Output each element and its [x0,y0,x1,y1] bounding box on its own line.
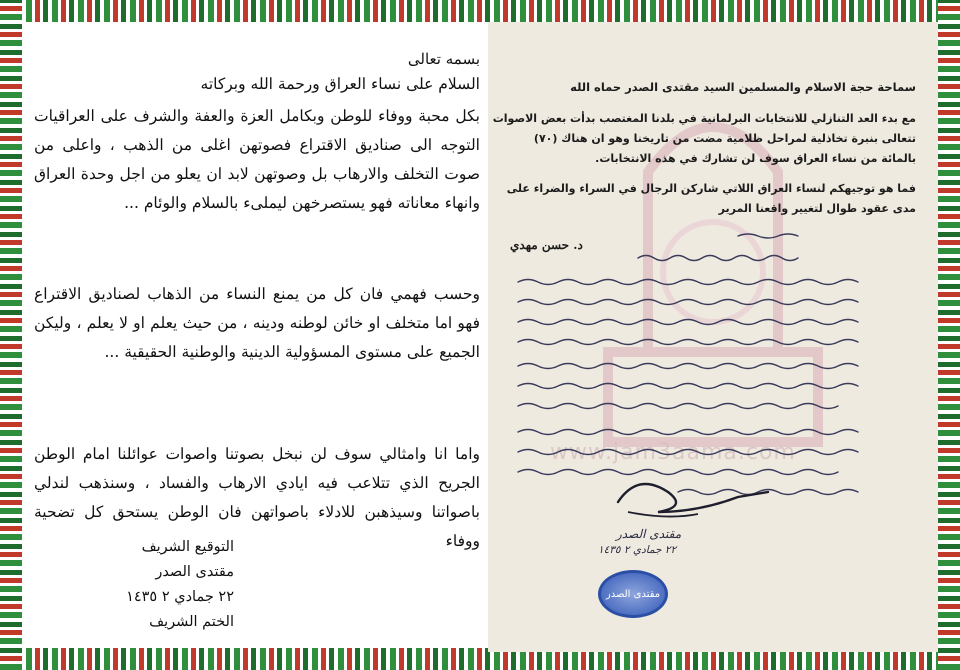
official-stamp [598,570,668,618]
transcript-heading: بسمه تعالى [407,50,480,68]
transcript-paragraph-2: وحسب فهمي فان كل من يمنع النساء من الذهاب لصناديق الاقتراع فهو اما متخلف او خائن لوطنه ودينه ، من حيث يعلم او لا يعلم ، وليكن الجميع على مستوى المسؤولية الدينية والوطنية الحقيقية ... [34,285,480,361]
letter-addressee: سماحة حجة الاسلام والمسلمين السيد مقتدى الصدر حماه الله [570,80,916,94]
transcript-panel [24,40,490,660]
letter-signature-name: مقتدى الصدر [616,527,682,541]
decorative-border-right [938,0,960,670]
signature-block [64,535,234,635]
transcript-paragraph-1: بكل محبة ووفاء للوطن وبكامل العزة والعفة والشرف على العراقيات التوجه الى صناديق الاقتراع فصوتهن اغلى من الذهب ، واعلى من صوت التخلف والارهاب بل وصوتهن لابد ان يعلو من اجل وحدة العراق وانهاء معاناته فهو يستصرخهن ليملىء بالسلام والوئام ... [34,107,480,212]
letter-question-line-4: فما هو توجيهكم لنساء العراق اللاتي شاركن الرجال في السراء والضراء على [506,182,916,195]
letter-question-line-5: مدى عقود طوال لتغيير واقعنا المرير [718,202,916,215]
letter-asker: د. حسن مهدي [510,238,583,252]
letter-question-line-1: مع بدء العد التنازلي للانتخابات البرلمانية في بلدنا المغتصب بدأت بعض الاصوات [492,112,916,125]
letter-signature-date: ٢٢ جمادي ٢ ١٤٣٥ [598,544,677,556]
transcript-paragraph-3: واما انا وامثالي سوف لن نبخل بصوتنا واصوات عوائلنا امام الوطن الجريح الذي تتلاعب فيه ايادي الارهاب والفساد ، وسنذهب لندلي باصواتنا وسيذهبن للادلاء باصواتهن فان الوطن يستحق كل تضحية ووفاء [34,445,480,550]
watermark-text: www.jam3aama.com [550,440,796,465]
letter-question-line-2: تتعالى بنبرة تخاذلية لمراحل ظلامية مضت من تاريخنا وهو ان هناك (٧٠) [533,132,916,145]
scanned-letter [488,22,938,652]
signature-line-2: مقتدى الصدر [155,564,234,580]
transcript-salutation: السلام على نساء العراق ورحمة الله وبركاته [200,75,480,93]
decorative-border-left [0,0,22,670]
letter-question-line-3: بالمائة من نساء العراق سوف لن تشارك في هذه الانتخابات. [595,152,916,165]
signature-line-3: ٢٢ جمادي ٢ ١٤٣٥ [126,589,234,605]
decorative-border-top [0,0,960,22]
stamp-text: مقتدى الصدر [605,588,661,600]
signature-line-1: التوقيع الشريف [141,539,234,555]
signature-line-4: الختم الشريف [149,614,234,630]
